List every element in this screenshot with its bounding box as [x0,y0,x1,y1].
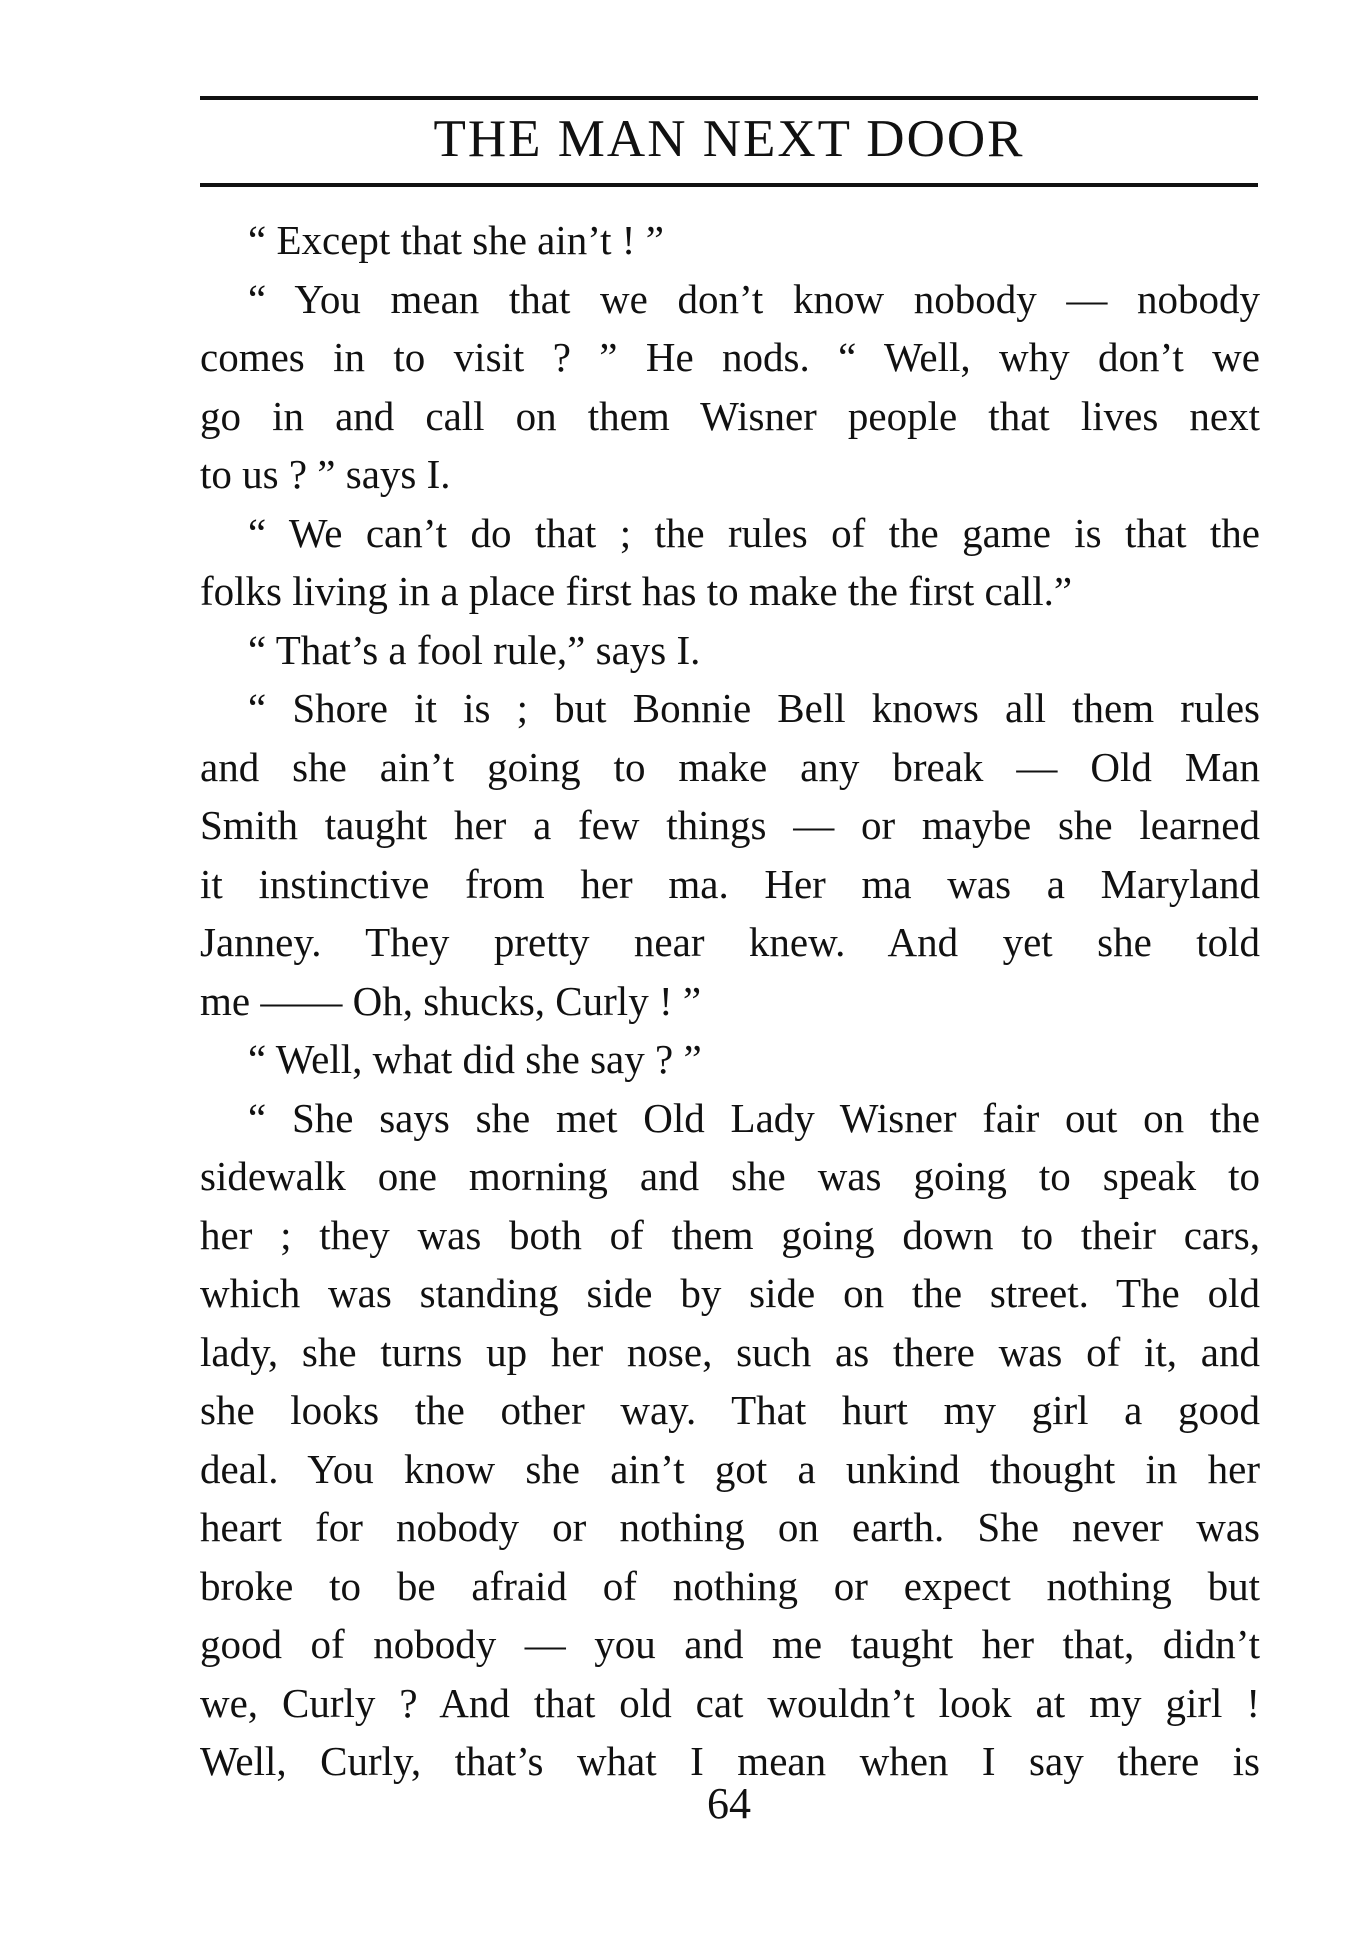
body-text [200,211,1260,1791]
text-line: broke to be afraid of nothing or expect nothing but [200,1562,1260,1609]
text-line: good of nobody — you and me taught her that, didn’t [200,1621,1260,1667]
text-line: “ Shore it is ; but Bonnie Bell knows all them rules [248,685,1260,731]
text-line: go in and call on them Wisner people that lives next [200,392,1260,439]
text-line: her ; they was both of them going down to their cars, [200,1211,1260,1258]
text-line: comes in to visit ? ” He nods. “ Well, why don’t we [200,334,1260,380]
text-line: to us ? ” says I. [200,451,451,497]
text-line: heart for nobody or nothing on earth. She never was [200,1504,1260,1550]
text-line: it instinctive from her ma. Her ma was a Maryland [200,860,1260,907]
text-line: deal. You know she ain’t got a unkind thought in her [200,1445,1260,1492]
header-rule-bottom [200,183,1258,187]
text-line: she looks the other way. That hurt my girl a good [200,1387,1260,1433]
text-line: “ Well, what did she say ? ” [248,1036,702,1082]
text-line: Smith taught her a few things — or maybe she learned [200,802,1260,848]
header-rule-top [200,96,1258,100]
text-line: “ We can’t do that ; the rules of the game is that the [248,509,1260,556]
text-line: “ That’s a fool rule,” says I. [248,626,701,673]
text-line: we, Curly ? And that old cat wouldn’t look at my girl ! [200,1679,1260,1726]
text-line: Janney. They pretty near knew. And yet she told [200,919,1260,965]
text-line: Well, Curly, that’s what I mean when I say there is [200,1738,1260,1784]
text-line: which was standing side by side on the street. The old [200,1270,1260,1316]
text-line: me —— Oh, shucks, Curly ! ” [200,977,702,1024]
text-line: “ She says she met Old Lady Wisner fair out on the [248,1094,1260,1141]
page-number: 64 [707,1779,751,1828]
text-line: “ You mean that we don’t know nobody — nobody [248,275,1260,322]
text-line: and she ain’t going to make any break — Old Man [200,743,1260,790]
text-line: folks living in a place first has to make the first call.” [200,568,1073,614]
text-line: sidewalk one morning and she was going to speak to [200,1153,1260,1199]
text-line: “ Except that she ain’t ! ” [248,217,664,263]
running-head: THE MAN NEXT DOOR [433,110,1025,168]
text-line: lady, she turns up her nose, such as there was of it, and [200,1328,1260,1375]
